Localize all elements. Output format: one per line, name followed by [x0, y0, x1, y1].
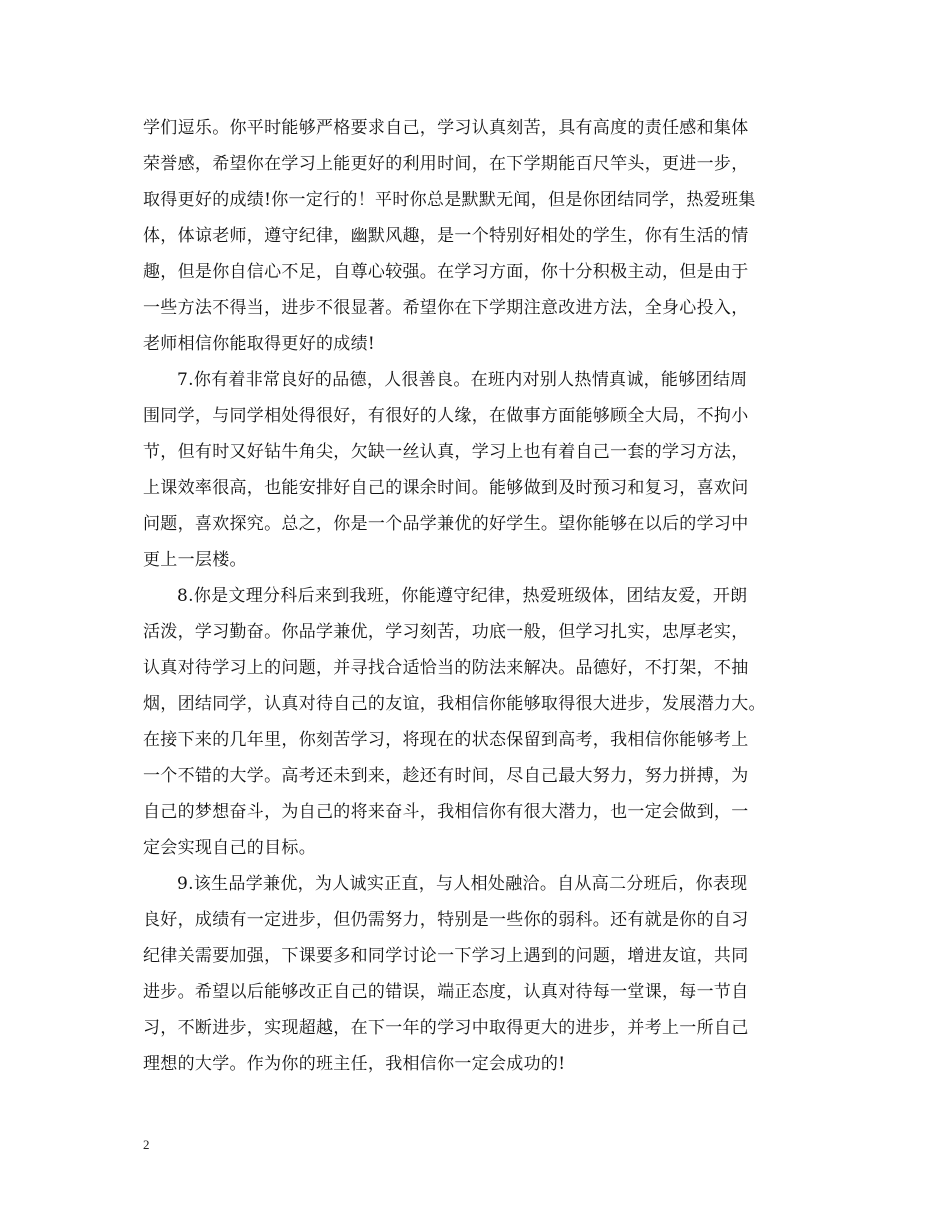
text-line: 问题，喜欢探究。总之，你是一个品学兼优的好学生。望你能够在以后的学习中	[143, 514, 749, 534]
text-line: 一个不错的大学。高考还未到来，趁还有时间，尽自己最大努力，努力拼搏，为	[143, 766, 749, 786]
text-line: 荣誉感，希望你在学习上能更好的利用时间，在下学期能百尺竿头，更进一步，	[143, 154, 749, 174]
text-line: 围同学，与同学相处得很好，有很好的人缘，在做事方面能够顾全大局，不拘小	[143, 406, 749, 426]
text-line: 理想的大学。作为你的班主任，我相信你一定会成功的!	[143, 1054, 566, 1074]
text-line: 趣，但是你自信心不足，自尊心较强。在学习方面，你十分积极主动，但是由于	[143, 262, 749, 282]
page-number: 2	[143, 1137, 150, 1152]
text-line: 进步。希望以后能够改正自己的错误，端正态度，认真对待每一堂课，每一节自	[143, 982, 749, 1002]
text-line: 认真对待学习上的问题，并寻找合适恰当的防法来解决。品德好，不打架，不抽	[143, 658, 749, 678]
text-line: 定会实现自己的目标。	[143, 838, 316, 858]
text-line: 节，但有时又好钻牛角尖，欠缺一丝认真，学习上也有着自己一套的学习方法，	[143, 442, 749, 462]
text-line: 体，体谅老师，遵守纪律，幽默风趣，是一个特别好相处的学生，你有生活的情	[143, 226, 749, 246]
text-line: 良好，成绩有一定进步，但仍需努力，特别是一些你的弱科。还有就是你的自习	[143, 910, 749, 930]
text-line: 自己的梦想奋斗，为自己的将来奋斗，我相信你有很大潜力，也一定会做到，一	[143, 802, 749, 822]
paragraph-9-start: 9.该生品学兼优，为人诚实正直，与人相处融洽。自从高二分班后，你表现	[177, 874, 748, 894]
text-line: 一些方法不得当，进步不很显著。希望你在下学期注意改进方法，全身心投入，	[143, 298, 749, 318]
text-line: 习，不断进步，实现超越，在下一年的学习中取得更大的进步，并考上一所自己	[143, 1018, 749, 1038]
paragraph-8-start: 8.你是文理分科后来到我班，你能遵守纪律，热爱班级体，团结友爱，开朗	[177, 586, 748, 606]
text-line: 活泼，学习勤奋。你品学兼优，学习刻苦，功底一般，但学习扎实，忠厚老实，	[143, 622, 749, 642]
text-line: 在接下来的几年里，你刻苦学习，将现在的状态保留到高考，我相信你能够考上	[143, 730, 749, 750]
text-line: 烟，团结同学，认真对待自己的友谊，我相信你能够取得很大进步，发展潜力大。	[143, 694, 766, 714]
text-line: 学们逗乐。你平时能够严格要求自己，学习认真刻苦，具有高度的责任感和集体	[143, 118, 749, 138]
text-line: 老师相信你能取得更好的成绩!	[143, 334, 376, 354]
text-line: 更上一层楼。	[143, 550, 247, 570]
text-line: 上课效率很高，也能安排好自己的课余时间。能够做到及时预习和复习，喜欢问	[143, 478, 749, 498]
paragraph-7-start: 7.你有着非常良好的品德，人很善良。在班内对别人热情真诚，能够团结周	[177, 370, 748, 390]
text-line: 纪律关需要加强，下课要多和同学讨论一下学习上遇到的问题，增进友谊，共同	[143, 946, 749, 966]
text-line: 取得更好的成绩!你一定行的！平时你总是默默无闻，但是你团结同学，热爱班集	[143, 190, 756, 210]
